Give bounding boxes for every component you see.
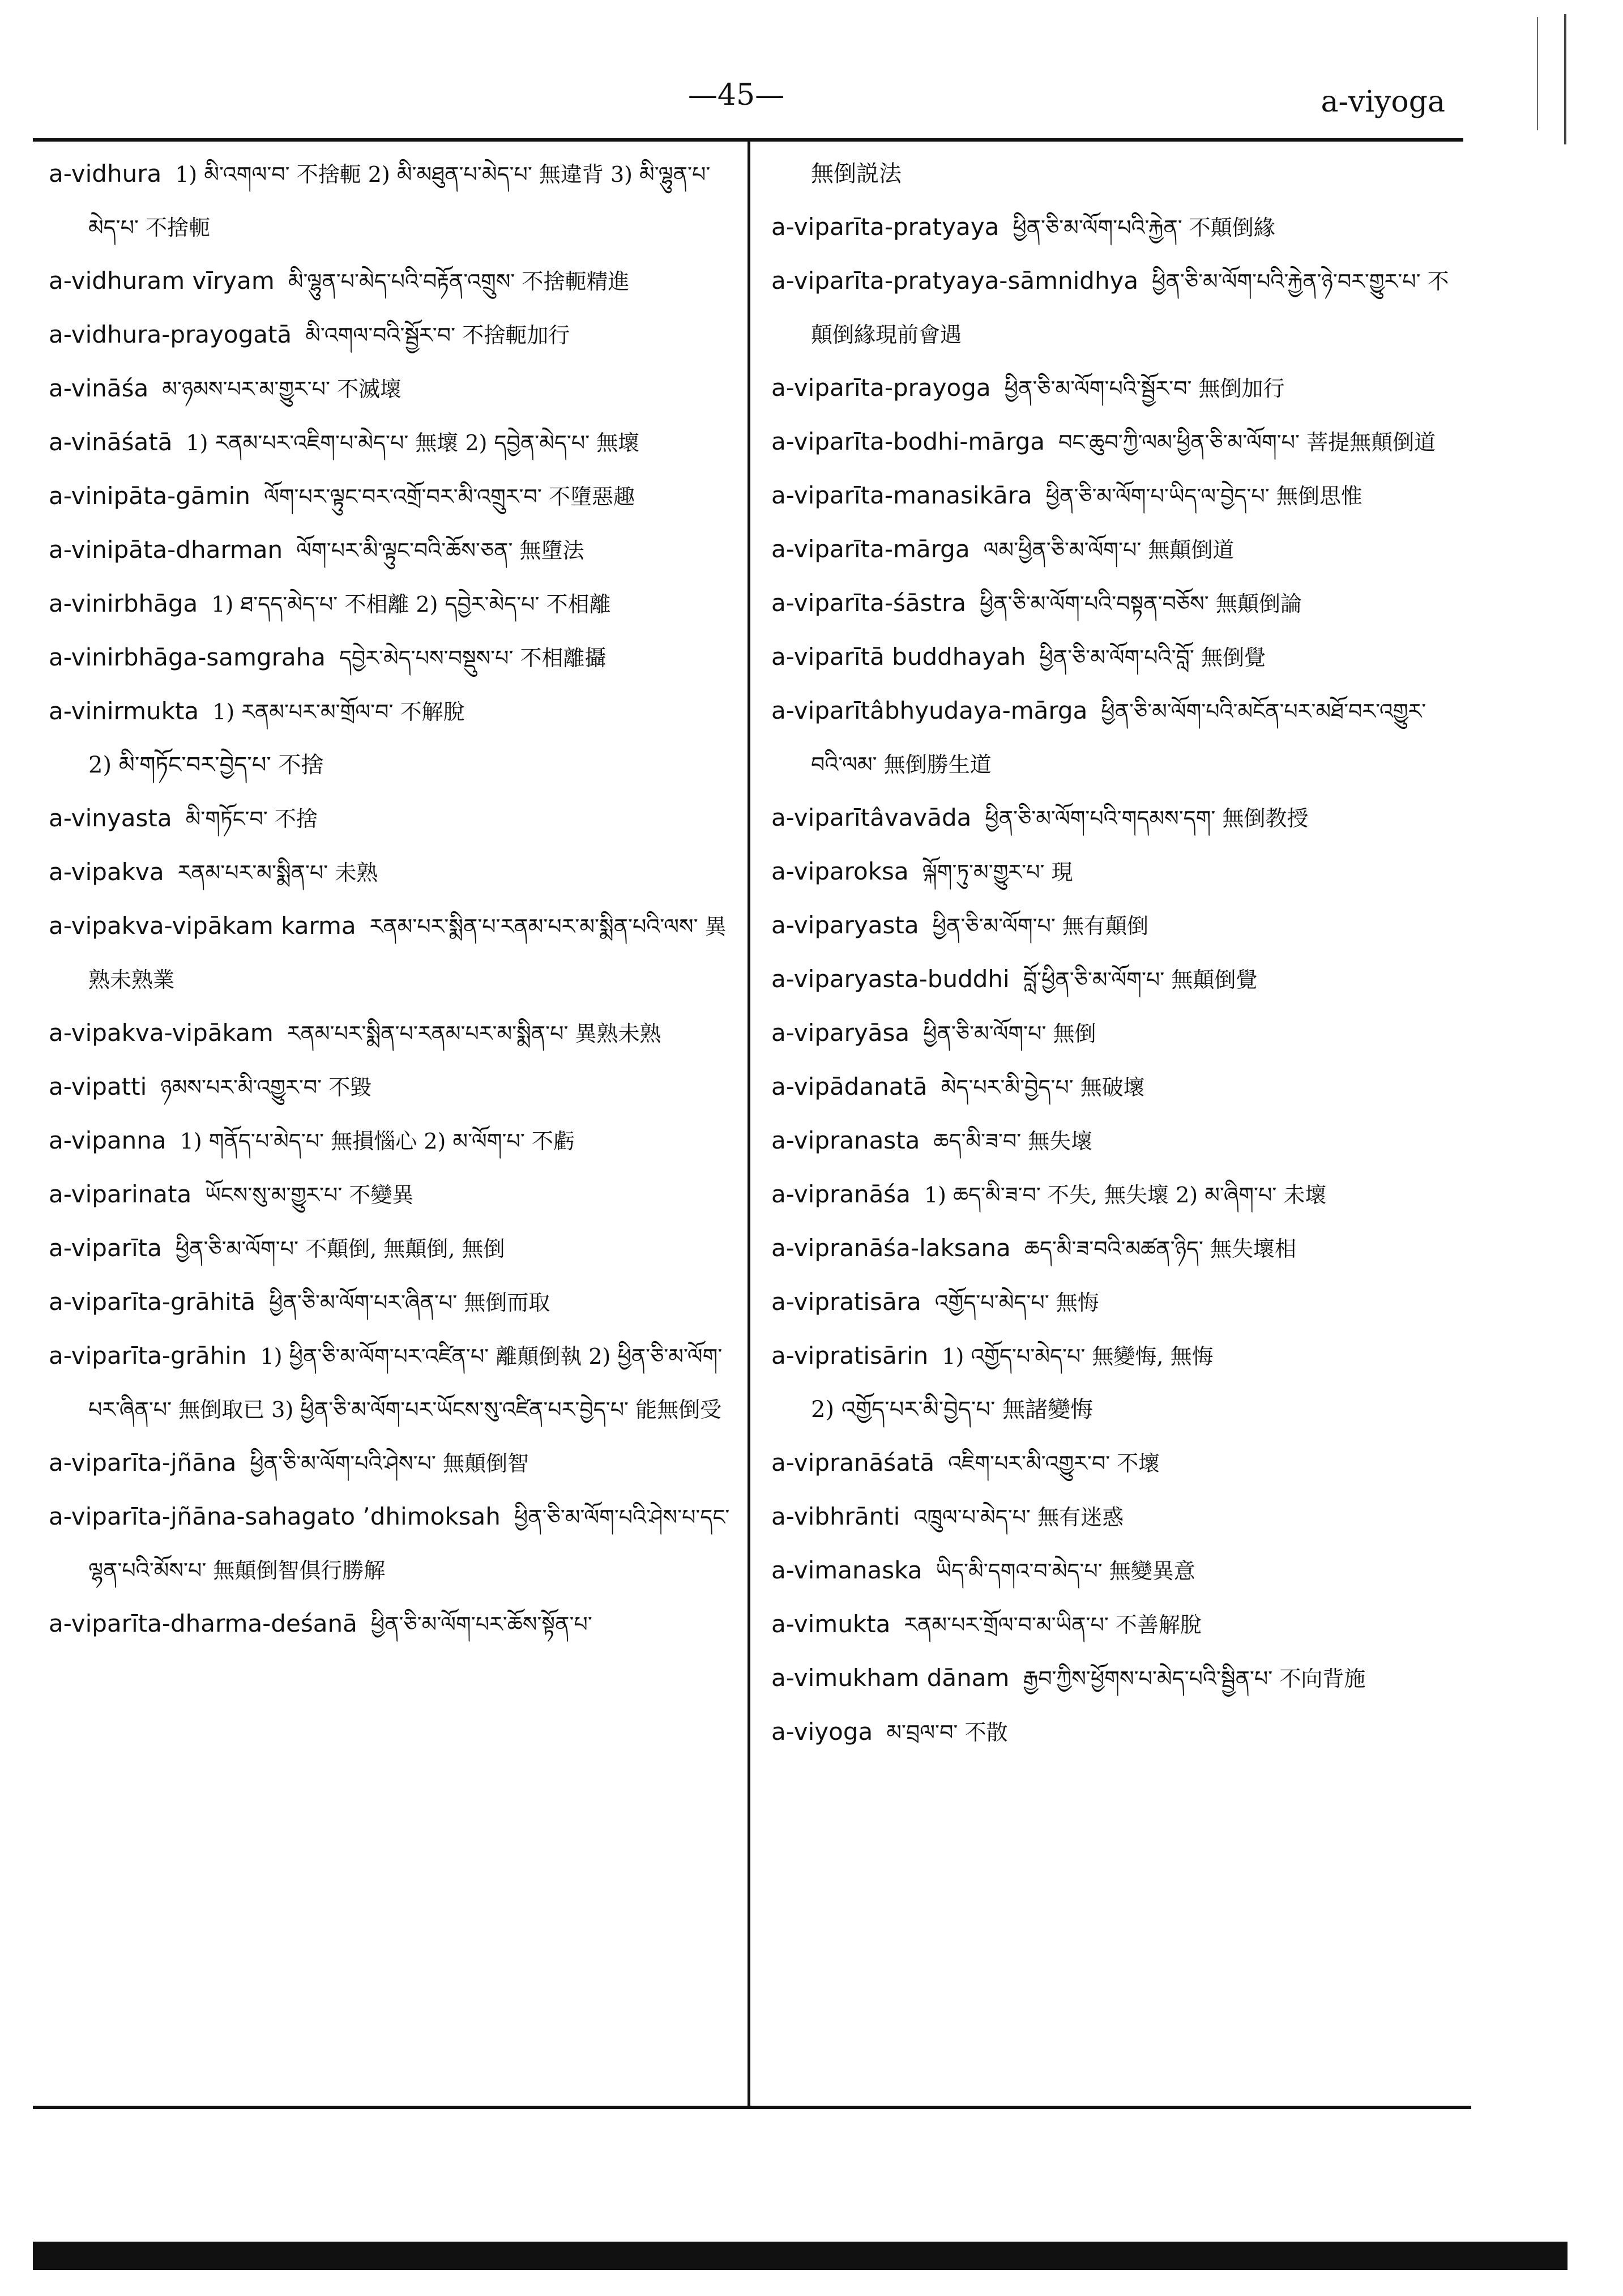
entry-headword: a-vidhura bbox=[49, 160, 162, 187]
entry-definition: 1) འགྱོད་པ་མེད་པ་ 無變悔, 無悔 bbox=[942, 1344, 1214, 1369]
entry-definition: ཕྱིན་ཅི་མ་ལོག་པའི་ཤེས་པ་དང་ལྷན་པའི་མོས་པ་ 無顛倒智倶行勝解 bbox=[88, 1505, 730, 1583]
entry-definition: ཕྱིན་ཅི་མ་ལོག་པར་ཞིན་པ་ 無倒而取 bbox=[269, 1290, 550, 1315]
dictionary-entry bbox=[49, 1275, 734, 1329]
entry-headword: a-viparīta-mārga bbox=[771, 535, 970, 563]
entry-definition: ཕྱིན་ཅི་མ་ལོག་པའི་བློ་ 無倒覺 bbox=[1039, 645, 1266, 670]
dictionary-entry bbox=[771, 630, 1457, 684]
dictionary-entry bbox=[49, 577, 734, 631]
dictionary-entry bbox=[49, 1490, 734, 1597]
dictionary-entry bbox=[771, 1114, 1457, 1168]
entry-headword: a-viparītâbhyudaya-mārga bbox=[771, 697, 1088, 724]
dictionary-entry bbox=[771, 899, 1457, 953]
entry-headword: a-viparītâvavāda bbox=[771, 804, 972, 831]
dictionary-entry bbox=[771, 1651, 1457, 1705]
entry-definition: བང་ཆུབ་ཀྱི་ལམ་ཕྱིན་ཅི་མ་ལོག་པ་ 菩提無顛倒道 bbox=[1058, 430, 1436, 455]
entry-definition: 1) ཕྱིན་ཅི་མ་ལོག་པར་འཛིན་པ་ 離顛倒執 2) ཕྱིན་ཅི་མ་ལོག་པར་ཞིན་པ་ 無倒取已 3) ཕྱིན་ཅི་མ་ལོག་པར་ཡོངས་སུ་འཛིན་པར་བྱེད་པ་ 能無倒受 bbox=[88, 1344, 723, 1422]
entry-definition: 2) མི་གཏོང་བར་བྱེད་པ་ 不捨 bbox=[88, 752, 324, 778]
entry-definition: འཇིག་པར་མི་འགྱུར་བ་ 不壞 bbox=[948, 1451, 1160, 1476]
scan-edge-mark-2 bbox=[1537, 17, 1538, 130]
dictionary-entry bbox=[49, 147, 734, 254]
entry-definition: 1) ཆད་མི་ཟ་བ་ 不失, 無失壞 2) མ་ཞིག་པ་ 未壞 bbox=[924, 1183, 1327, 1207]
dictionary-entry bbox=[49, 254, 734, 308]
dictionary-entry bbox=[49, 1436, 734, 1490]
entry-headword: a-vipakva-vipākam bbox=[49, 1019, 274, 1047]
dictionary-entry bbox=[49, 631, 734, 685]
entry-definition: 無倒説法 bbox=[811, 161, 902, 187]
entry-headword: a-vipanna bbox=[49, 1126, 166, 1154]
entry-headword: a-vinirbhāga-samgraha bbox=[49, 643, 326, 671]
entry-definition: ལྐོག་ཏུ་མ་གྱུར་པ་ 現 bbox=[922, 860, 1073, 885]
entry-definition: ལོག་པར་མི་ལྟུང་བའི་ཆོས་ཅན་ 無墮法 bbox=[296, 538, 584, 563]
dictionary-entry bbox=[49, 1329, 734, 1436]
scan-edge-mark bbox=[1564, 14, 1566, 144]
entry-definition: ཕྱིན་ཅི་མ་ལོག་པའི་མངོན་པར་མཐོ་བར་འགྱུར་བའི་ལམ་ 無倒勝生道 bbox=[811, 699, 1426, 777]
entry-definition: མི་ལྷུན་པ་མེད་པའི་བརྟོན་འགྲུས་ 不捨軛精進 bbox=[288, 269, 630, 294]
dictionary-entry bbox=[49, 1168, 734, 1222]
entry-definition: རནམ་པར་མ་སྨིན་པ་ 未熟 bbox=[177, 860, 378, 885]
entry-definition: ཕྱིན་ཅི་མ་ལོག་པའི་བསྟན་བཅོས་ 無顛倒論 bbox=[979, 591, 1302, 616]
entry-definition: འཁྲུལ་པ་མེད་པ་ 無有迷惑 bbox=[913, 1505, 1124, 1530]
dictionary-entry bbox=[771, 1275, 1457, 1329]
entry-headword: a-viparīta-dharma-deśanā bbox=[49, 1610, 357, 1637]
entry-headword: a-vinipāta-dharman bbox=[49, 536, 283, 564]
entry-definition: རནམ་པར་སྨིན་པ་རནམ་པར་མ་སྨིན་པའི་ལས་ 異熟未熟業 bbox=[88, 914, 727, 992]
dictionary-entry bbox=[771, 200, 1457, 254]
dictionary-entry bbox=[771, 415, 1457, 469]
entry-definition: འགྱོད་པ་མེད་པ་ 無悔 bbox=[934, 1290, 1099, 1315]
entry-headword: a-viparyasta-buddhi bbox=[771, 965, 1010, 993]
entry-headword: a-viparīta-pratyaya-sāmnidhya bbox=[771, 267, 1139, 295]
entry-headword: a-viparyāsa bbox=[771, 1019, 910, 1047]
dictionary-entry bbox=[49, 416, 734, 470]
entry-definition: 1) མི་འགལ་བ་ 不捨軛 2) མི་མཐུན་པ་མེད་པ་ 無違背 3) མི་ལྷུན་པ་མེད་པ་ 不捨軛 bbox=[88, 162, 711, 240]
entry-definition: དབྱེར་མེད་པས་བསྡུས་པ་ 不相離攝 bbox=[339, 646, 607, 671]
entry-headword: a-vināśa bbox=[49, 374, 149, 402]
dictionary-entry bbox=[771, 469, 1457, 523]
dictionary-entry bbox=[771, 1598, 1457, 1651]
entry-headword: a-vinyasta bbox=[49, 804, 172, 832]
entry-headword: a-vipratisārin bbox=[771, 1342, 929, 1369]
dictionary-entry bbox=[771, 1168, 1457, 1222]
entry-headword: a-viparīta-prayoga bbox=[771, 374, 991, 402]
entry-headword: a-viparīta-jñāna bbox=[49, 1449, 237, 1476]
entry-definition: མི་གཏོང་བ་ 不捨 bbox=[185, 806, 318, 831]
dictionary-entry bbox=[49, 1597, 734, 1651]
entry-headword: a-vipakva-vipākam karma bbox=[49, 912, 356, 940]
page-number: —45— bbox=[687, 78, 785, 112]
entry-definition: ཆད་མི་ཟ་བ་ 無失壞 bbox=[933, 1129, 1093, 1154]
dictionary-entry bbox=[49, 1114, 734, 1168]
entry-definition: ལོག་པར་ལྟུང་བར་འགྲོ་བར་མི་འགྲུར་བ་ 不墮惡趣 bbox=[263, 484, 635, 509]
dictionary-entry bbox=[771, 1060, 1457, 1114]
entry-headword: a-vipranasta bbox=[771, 1126, 920, 1154]
dictionary-entry bbox=[771, 1705, 1457, 1759]
entry-headword: a-vipranāśatā bbox=[771, 1449, 935, 1476]
entry-definition: 1) རནམ་པར་མ་གྲོལ་བ་ 不解脫 bbox=[212, 699, 465, 724]
entry-headword: a-vipratisāra bbox=[771, 1288, 921, 1316]
dictionary-entry bbox=[49, 739, 734, 792]
entry-headword: a-vipādanatā bbox=[771, 1073, 928, 1100]
running-head: a-viyoga bbox=[1321, 85, 1445, 119]
entry-headword: a-vināśatā bbox=[49, 428, 173, 456]
entry-definition: ཆད་མི་ཟ་བའི་མཚན་ཉིད་ 無失壞相 bbox=[1024, 1236, 1296, 1261]
entry-definition: ཕྱིན་ཅི་མ་ལོག་པའི་སྦྱོར་བ་ 無倒加行 bbox=[1004, 376, 1285, 401]
dictionary-entry bbox=[49, 1060, 734, 1114]
dictionary-entry bbox=[771, 791, 1457, 845]
entry-definition: མ་བྲལ་བ་ 不散 bbox=[886, 1720, 1008, 1745]
dictionary-entry bbox=[49, 899, 734, 1006]
dictionary-entry bbox=[771, 1544, 1457, 1598]
entry-headword: a-vipranāśa-laksana bbox=[771, 1234, 1011, 1262]
entry-headword: a-vimukta bbox=[771, 1610, 891, 1638]
entry-headword: a-viparīta-grāhitā bbox=[49, 1288, 256, 1316]
entry-definition: 1) རནམ་པར་འཇིག་པ་མེད་པ་ 無壞 2) དབྱེན་མེད་པ་ 無壞 bbox=[186, 430, 640, 455]
dictionary-entry bbox=[49, 685, 734, 739]
entry-definition: རནམ་པར་གྲོལ་བ་མ་ཡིན་པ་ 不善解脫 bbox=[904, 1612, 1202, 1637]
dictionary-entry bbox=[771, 845, 1457, 899]
entry-definition: ཕྱིན་ཅི་མ་ལོག་པའི་གདམས་དག་ 無倒教授 bbox=[985, 806, 1309, 831]
entry-definition: 1) གནོད་པ་མེད་པ་ 無損惱心 2) མ་ལོག་པ་ 不虧 bbox=[180, 1129, 575, 1154]
bottom-rule bbox=[33, 2106, 1471, 2109]
entry-definition: ཕྱིན་ཅི་མ་ལོག་པ་ 不顛倒, 無顛倒, 無倒 bbox=[175, 1236, 505, 1261]
entry-headword: a-vidhura-prayogatā bbox=[49, 321, 292, 348]
dictionary-entry bbox=[49, 523, 734, 577]
scan-bottom-bar bbox=[33, 2242, 1568, 2270]
entry-definition: མི་འགལ་བའི་སྦྱོར་བ་ 不捨軛加行 bbox=[305, 323, 570, 348]
dictionary-entry bbox=[771, 254, 1457, 361]
entry-definition: 1) ཐ་དད་མེད་པ་ 不相離 2) དབྱེར་མེད་པ་ 不相離 bbox=[211, 592, 611, 617]
entry-headword: a-viyoga bbox=[771, 1718, 873, 1746]
column-divider bbox=[748, 139, 750, 2108]
entry-definition: བློ་ཕྱིན་ཅི་མ་ལོག་པ་ 無顛倒覺 bbox=[1023, 967, 1258, 992]
left-column bbox=[49, 147, 734, 1651]
entry-headword: a-viparīta-śāstra bbox=[771, 589, 966, 617]
dictionary-entry bbox=[771, 1329, 1457, 1383]
entry-headword: a-vibhrānti bbox=[771, 1503, 900, 1530]
dictionary-entry bbox=[771, 1383, 1457, 1436]
entry-definition: ཕྱིན་ཅི་མ་ལོག་པའི་རྐྱེན་ 不顛倒緣 bbox=[1013, 215, 1275, 240]
dictionary-entry bbox=[49, 308, 734, 362]
entry-headword: a-vidhuram vīryam bbox=[49, 267, 275, 295]
dictionary-entry bbox=[771, 1436, 1457, 1490]
entry-headword: a-viparītā buddhayah bbox=[771, 643, 1026, 671]
dictionary-entry bbox=[771, 1222, 1457, 1275]
dictionary-entry bbox=[771, 577, 1457, 630]
entry-definition: ཡིད་མི་དགའ་བ་མེད་པ་ 無變異意 bbox=[936, 1559, 1195, 1584]
entry-headword: a-vimukham dānam bbox=[771, 1664, 1010, 1692]
entry-headword: a-vipranāśa bbox=[771, 1180, 911, 1208]
entry-definition: ཕྱིན་ཅི་མ་ལོག་པར་ཆོས་སྟོན་པ་ bbox=[370, 1612, 592, 1637]
entry-definition: 2) འགྱོད་པར་མི་བྱེད་པ་ 無諸變悔 bbox=[811, 1397, 1094, 1423]
entry-headword: a-vimanaska bbox=[771, 1556, 922, 1584]
entry-headword: a-viparīta-pratyaya bbox=[771, 213, 1000, 241]
entry-definition: མ་ཉམས་པར་མ་གྱུར་པ་ 不滅壞 bbox=[162, 377, 402, 402]
entry-definition: མེད་པར་མི་བྱེད་པ་ 無破壞 bbox=[941, 1075, 1145, 1100]
entry-definition: ཡོངས་སུ་མ་གྱུར་པ་ 不變異 bbox=[205, 1183, 414, 1207]
dictionary-entry bbox=[771, 953, 1457, 1006]
dictionary-entry bbox=[49, 1006, 734, 1060]
entry-headword: a-viparīta bbox=[49, 1234, 162, 1262]
entry-definition: ཕྱིན་ཅི་མ་ལོག་པ་ 無倒 bbox=[923, 1021, 1096, 1046]
dictionary-entry bbox=[771, 1490, 1457, 1544]
dictionary-entry bbox=[771, 147, 1457, 200]
entry-definition: རནམ་པར་སྨིན་པ་རནམ་པར་མ་སྨིན་པ་ 異熟未熟 bbox=[287, 1021, 661, 1046]
entry-definition: ལམ་ཕྱིན་ཅི་མ་ལོག་པ་ 無顛倒道 bbox=[983, 537, 1235, 562]
entry-headword: a-viparīta-grāhin bbox=[49, 1342, 247, 1369]
dictionary-entry bbox=[49, 1222, 734, 1275]
entry-headword: a-viparīta-manasikāra bbox=[771, 481, 1032, 509]
dictionary-entry bbox=[771, 684, 1457, 791]
entry-headword: a-vipakva bbox=[49, 858, 164, 886]
dictionary-entry bbox=[771, 523, 1457, 577]
entry-headword: a-viparoksa bbox=[771, 857, 909, 885]
entry-headword: a-vinirmukta bbox=[49, 697, 199, 725]
right-column bbox=[771, 147, 1457, 1759]
entry-headword: a-vinirbhāga bbox=[49, 590, 198, 617]
entry-headword: a-vinipāta-gāmin bbox=[49, 482, 250, 510]
entry-definition: ཕྱིན་ཅི་མ་ལོག་པ་ 無有顛倒 bbox=[932, 914, 1148, 938]
entry-definition: ཕྱིན་ཅི་མ་ལོག་པའི་ཤེས་པ་ 無顛倒智 bbox=[250, 1451, 529, 1476]
dictionary-entry bbox=[49, 362, 734, 416]
entry-definition: རྒྱབ་ཀྱིས་ཕྱོགས་པ་མེད་པའི་སྦྱིན་པ་ 不向背施 bbox=[1023, 1666, 1366, 1691]
entry-definition: ཉམས་པར་མི་འགྱུར་བ་ 不毀 bbox=[160, 1075, 372, 1100]
dictionary-entry bbox=[771, 361, 1457, 415]
entry-definition: ཕྱིན་ཅི་མ་ལོག་པའི་རྐྱེན་ཉེ་བར་གྱུར་པ་ 不顛倒緣現前會遇 bbox=[811, 269, 1449, 347]
entry-definition: ཕྱིན་ཅི་མ་ལོག་པ་ཡིད་ལ་བྱེད་པ་ 無倒思惟 bbox=[1045, 484, 1363, 509]
entry-headword: a-viparīta-jñāna-sahagato ’dhimoksah bbox=[49, 1503, 501, 1530]
dictionary-entry bbox=[49, 792, 734, 846]
entry-headword: a-vipatti bbox=[49, 1073, 147, 1100]
entry-headword: a-viparyasta bbox=[771, 911, 919, 939]
dictionary-entry bbox=[49, 470, 734, 523]
entry-headword: a-viparīta-bodhi-mārga bbox=[771, 428, 1045, 455]
entry-headword: a-viparinata bbox=[49, 1180, 192, 1208]
dictionary-entry bbox=[49, 846, 734, 899]
dictionary-entry bbox=[771, 1006, 1457, 1060]
